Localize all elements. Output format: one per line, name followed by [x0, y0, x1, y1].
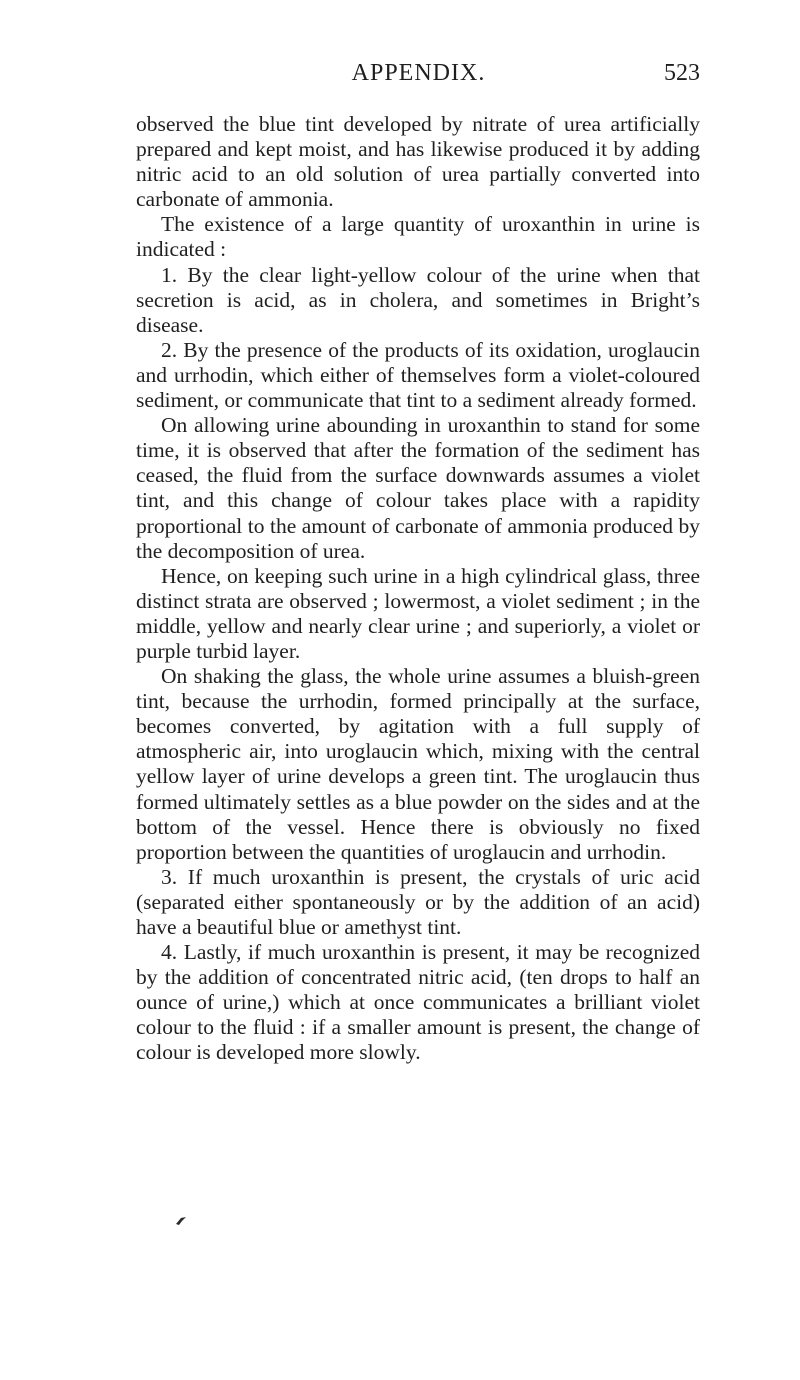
paragraph-9: 4. Lastly, if much uroxanthin is present, it may be recognized by the addition of concentrated nitric acid, (ten drops to half an ounce of urine,) which at once communicates a brilliant violet colour to the fluid : if a smaller amount is present, the change of colour is developed more slowly. — [136, 940, 700, 1065]
paragraph-5: On allowing urine abounding in uroxanthin to stand for some time, it is observed that after the formation of the sediment has ceased, the fluid from the surface downwards assumes a violet tint, and this change of colour takes place with a rapidity proportional to the amount of carbonate of ammonia produced by the decomposition of urea. — [136, 413, 700, 563]
page-number: 523 — [664, 60, 700, 86]
paragraph-1: observed the blue tint developed by nitrate of urea artificially prepared and kept moist, and has likewise produced it by adding nitric acid to an old solution of urea partially converted into carbonate of ammonia. — [136, 112, 700, 212]
page-header — [137, 60, 700, 100]
paragraph-6: Hence, on keeping such urine in a high cylindrical glass, three distinct strata are observed ; lowermost, a violet sediment ; in the middle, yellow and nearly clear urine ; and superiorly, a violet or purple turbid layer. — [136, 563, 700, 663]
paragraph-4: 2. By the presence of the products of its oxidation, uroglaucin and urrhodin, which either of themselves form a violet-coloured sediment, or communicate that tint to a sediment already formed. — [136, 337, 700, 413]
body-text — [136, 112, 700, 1066]
paragraph-3: 1. By the clear light-yellow colour of the urine when that secretion is acid, as in cholera, and sometimes in Bright’s disease. — [136, 262, 700, 337]
printer-mark-icon — [175, 1211, 187, 1221]
running-title: APPENDIX. — [351, 60, 486, 86]
paragraph-7: On shaking the glass, the whole urine assumes a bluish-green tint, because the urrhodin, formed principally at the surface, becomes converted, by agitation with a full supply of atmospheric air, into uroglaucin which, mixing with the central yellow layer of urine develops a green tint. The uroglaucin thus formed ultimately settles as a blue powder on the sides and at the bottom of the vessel. Hence there is obviously no fixed proportion between the quantities of uroglaucin and urrhodin. — [136, 664, 700, 864]
paragraph-8: 3. If much uroxanthin is present, the crystals of uric acid (separated either spontaneously or by the addition of an acid) have a beautiful blue or amethyst tint. — [136, 864, 700, 939]
paragraph-2: The existence of a large quantity of uroxanthin in urine is indicated : — [136, 212, 700, 262]
